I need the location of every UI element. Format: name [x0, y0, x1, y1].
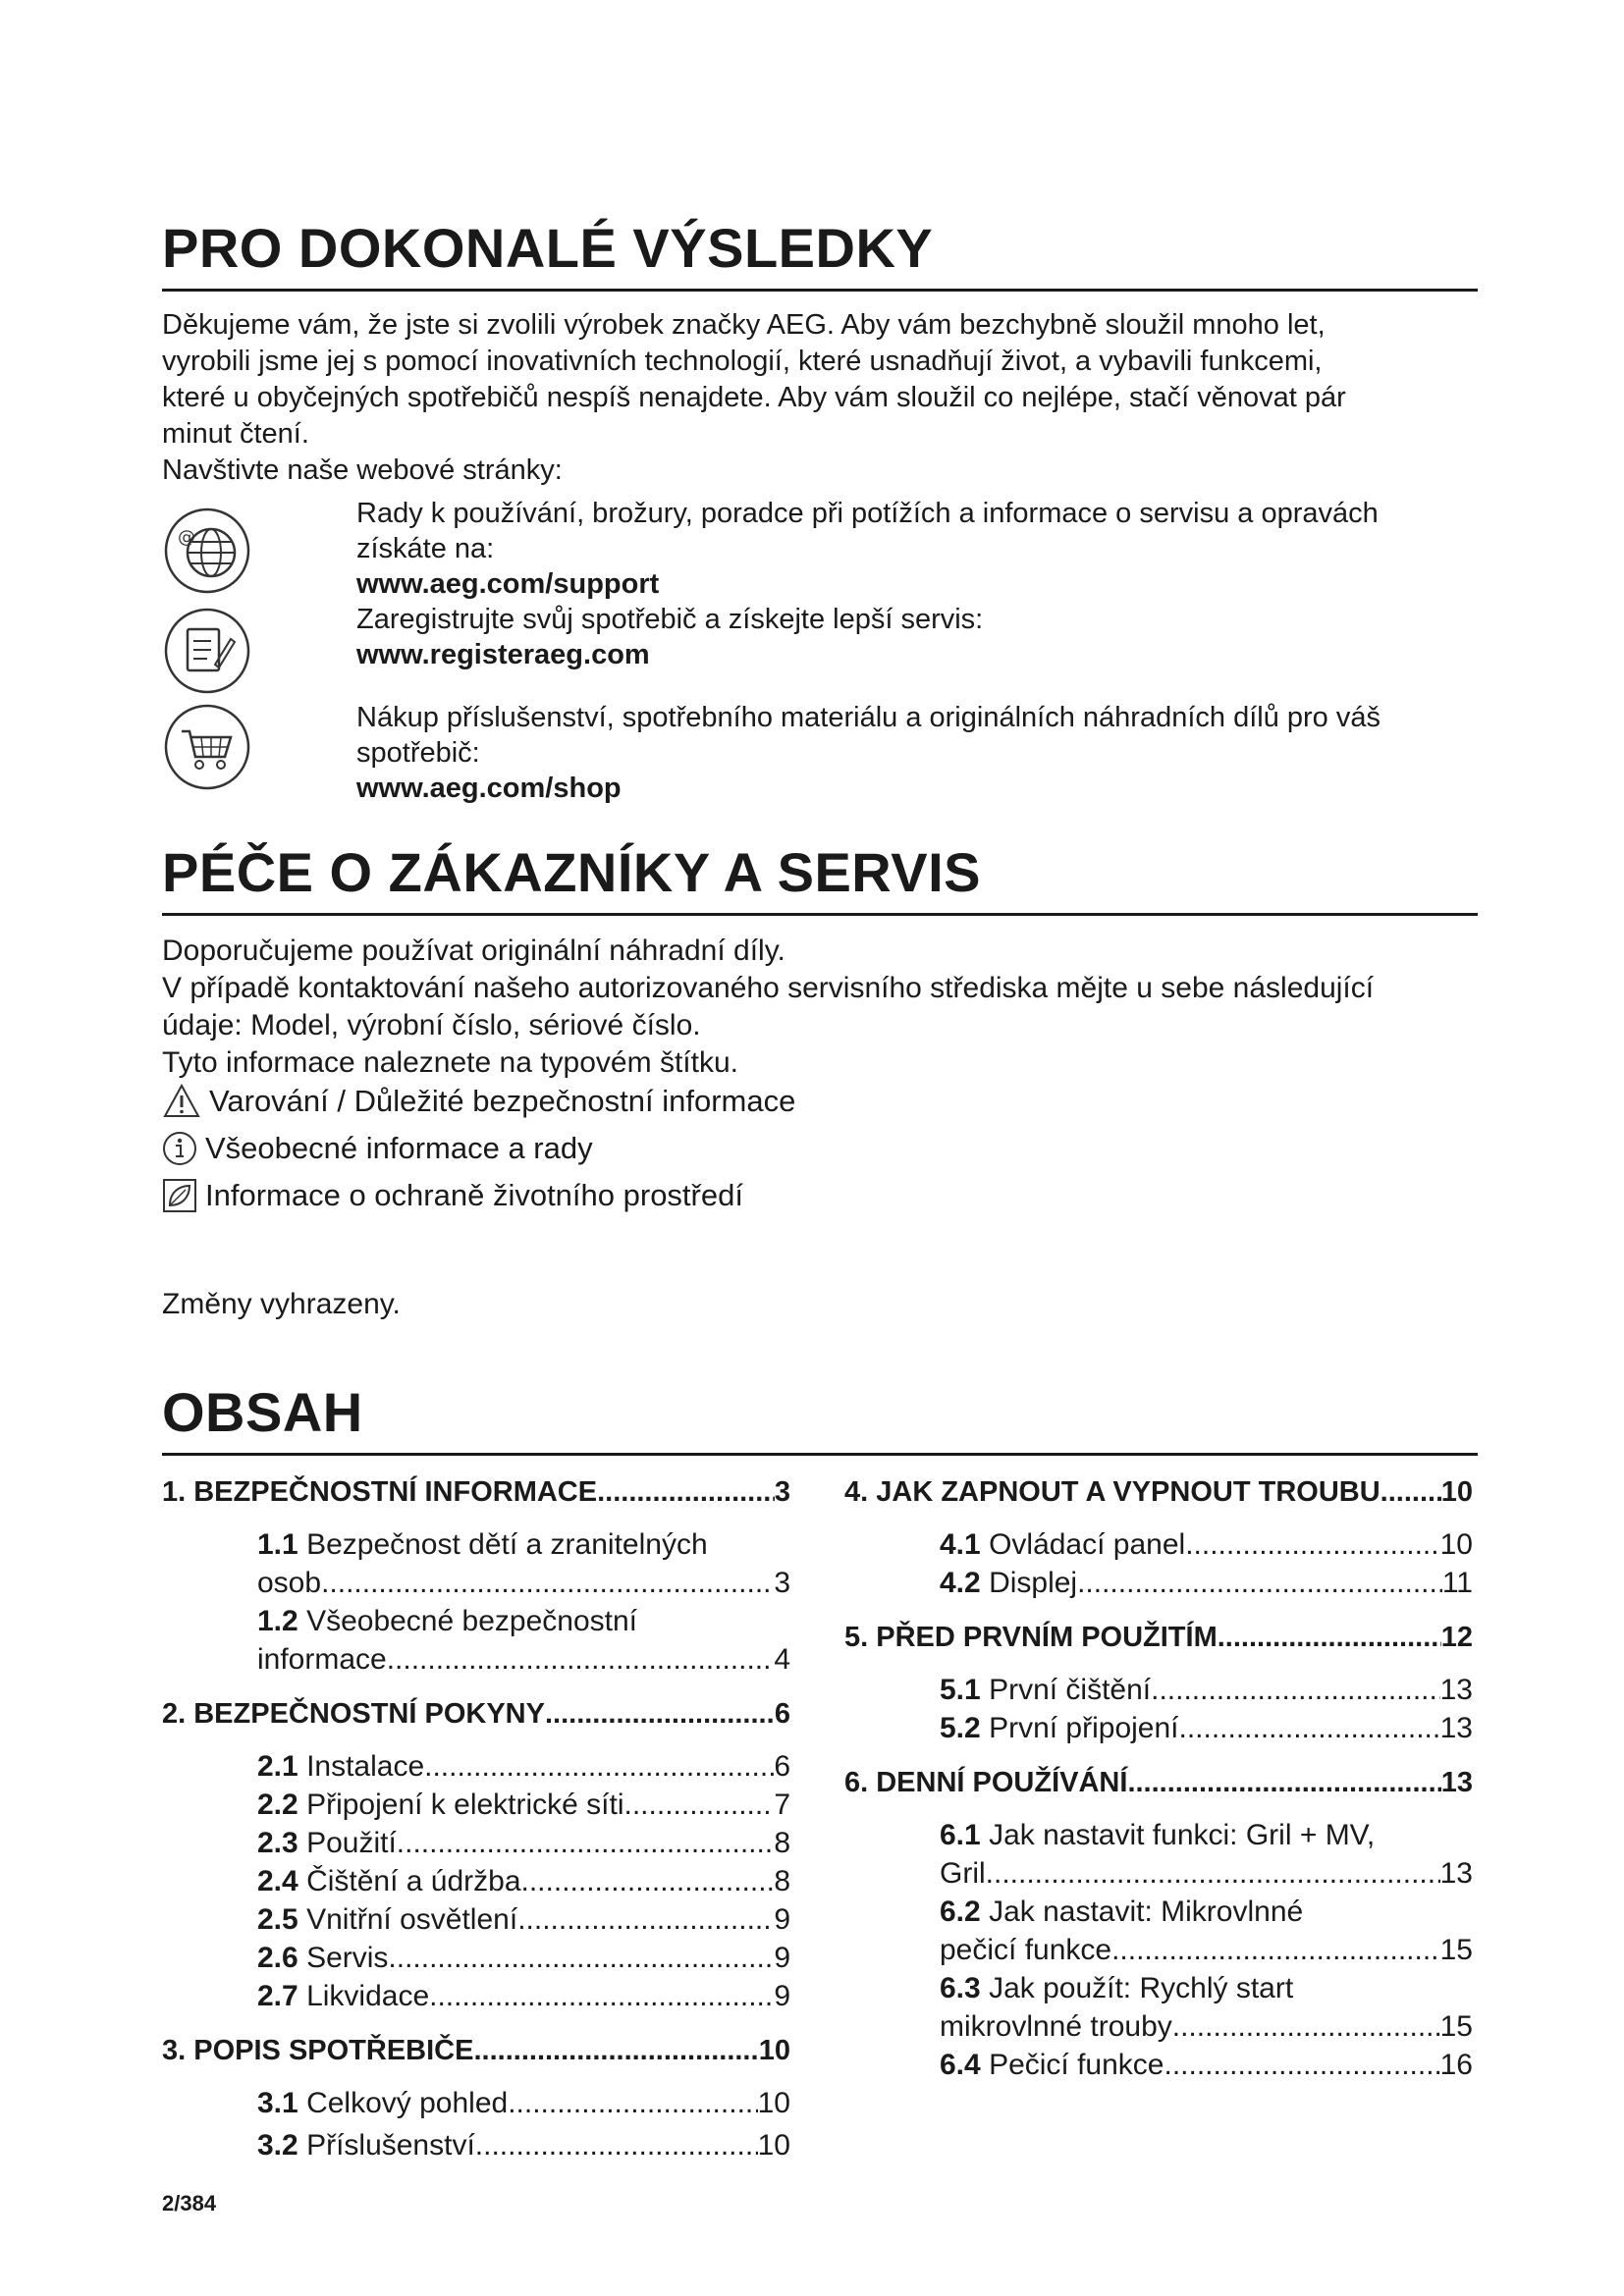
shop-text-line: Nákup příslušenství, spotřebního materiálu a originálních náhradních dílů pro váš: [356, 702, 1380, 733]
toc-chapter-1[interactable]: 1. BEZPEČNOSTNÍ INFORMACE ..... 3: [162, 1472, 790, 1512]
legend-warning: [162, 1082, 795, 1121]
shop-text-line: spotřebič:: [356, 737, 480, 769]
results-heading: PRO DOKONALÉ VÝSLEDKY: [162, 218, 1478, 292]
care-paragraph: [162, 933, 1478, 1082]
toc-entry-6-2[interactable]: 6.2 Jak nastavit: Mikrovlnné pečicí funkce ..... 15: [844, 1893, 1473, 1969]
toc-entry-5-2[interactable]: 5.2 První připojení ..... 13: [844, 1709, 1473, 1747]
visit-label: Navštivte naše webové stránky:: [162, 454, 563, 486]
toc-entry-2-3[interactable]: 2.3 Použití ..... 8: [162, 1824, 790, 1862]
legend-info: [162, 1129, 593, 1168]
toc-entry-2-1[interactable]: 2.1 Instalace ..... 6: [162, 1747, 790, 1786]
toc-entry-6-4[interactable]: 6.4 Pečicí funkce ..... 16: [844, 2046, 1473, 2084]
page-number: 2/384: [162, 2191, 217, 2216]
toc-entry-2-2[interactable]: 2.2 Připojení k elektrické síti ..... 7: [162, 1786, 790, 1824]
register-icon: [162, 606, 252, 696]
svg-text:@: @: [178, 527, 195, 548]
warning-icon: [162, 1083, 201, 1120]
globe-icon: [162, 506, 252, 596]
legend-environment-text: Informace o ochraně životního prostředí: [205, 1178, 743, 1212]
toc-entry-4-1[interactable]: 4.1 Ovládací panel ..... 10: [844, 1525, 1473, 1564]
toc-chapter-6[interactable]: 6. DENNÍ POUŽÍVÁNÍ ..... 13: [844, 1763, 1473, 1802]
toc-entry-1-2[interactable]: 1.2 Všeobecné bezpečnostní informace ..... 4: [162, 1602, 790, 1679]
toc-entry-1-1[interactable]: 1.1 Bezpečnost dětí a zranitelných osob ..... 3: [162, 1525, 790, 1602]
legend-environment: [162, 1176, 743, 1215]
toc-heading: OBSAH: [162, 1382, 1478, 1456]
toc-right-column: [844, 1472, 1473, 2084]
changes-note: Změny vyhrazeny.: [162, 1288, 401, 1320]
intro-paragraph: [162, 307, 1478, 489]
shop-url-link[interactable]: www.aeg.com/shop: [356, 773, 622, 804]
toc-chapter-2[interactable]: 2. BEZPEČNOSTNÍ POKYNY ..... 6: [162, 1694, 790, 1734]
legend-info-text: Všeobecné informace a rady: [205, 1131, 593, 1165]
support-text-line: Rady k používání, brožury, poradce při potížích a informace o servisu a opravách: [356, 498, 1379, 529]
toc-entry-2-7[interactable]: 2.7 Likvidace ..... 9: [162, 1977, 790, 2015]
register-text-line: Zaregistrujte svůj spotřebič a získejte lepší servis:: [356, 604, 984, 635]
toc-chapter-5[interactable]: 5. PŘED PRVNÍM POUŽITÍM ..... 12: [844, 1618, 1473, 1657]
toc-entry-2-4[interactable]: 2.4 Čištění a údržba ..... 8: [162, 1862, 790, 1900]
care-line: Doporučujeme používat originální náhradní díly.: [162, 934, 785, 967]
care-heading: PÉČE O ZÁKAZNÍKY A SERVIS: [162, 842, 1478, 916]
toc-chapter-3[interactable]: 3. POPIS SPOTŘEBIČE ..... 10: [162, 2031, 790, 2070]
register-url-link[interactable]: www.registeraeg.com: [356, 639, 650, 670]
toc-entry-2-6[interactable]: 2.6 Servis ..... 9: [162, 1939, 790, 1977]
toc-chapter-4[interactable]: 4. JAK ZAPNOUT A VYPNOUT TROUBU ..... 10: [844, 1472, 1473, 1512]
support-url-link[interactable]: www.aeg.com/support: [356, 568, 660, 600]
environment-icon: [162, 1178, 197, 1213]
toc-entry-6-1[interactable]: 6.1 Jak nastavit funkci: Gril + MV, Gril ..... 13: [844, 1816, 1473, 1893]
toc-entry-5-1[interactable]: 5.1 První čištění ..... 13: [844, 1671, 1473, 1709]
toc-entry-3-2[interactable]: 3.2 Příslušenství ..... 10: [162, 2126, 790, 2164]
support-text-line: získáte na:: [356, 533, 495, 564]
care-line: Tyto informace naleznete na typovém štítku.: [162, 1046, 738, 1079]
care-line: V případě kontaktování našeho autorizovaného servisního střediska mějte u sebe následující: [162, 972, 1375, 1004]
intro-line: minut čtení.: [162, 418, 309, 450]
info-icon: [162, 1131, 197, 1166]
legend-warning-text: Varování / Důležité bezpečnostní informace: [209, 1084, 796, 1118]
toc-entry-4-2[interactable]: 4.2 Displej ..... 11: [844, 1564, 1473, 1602]
toc-entry-6-3[interactable]: 6.3 Jak použít: Rychlý start mikrovlnné trouby ..... 15: [844, 1969, 1473, 2046]
toc-entry-2-5[interactable]: 2.5 Vnitřní osvětlení ..... 9: [162, 1900, 790, 1939]
cart-icon: [162, 702, 252, 792]
intro-line: Děkujeme vám, že jste si zvolili výrobek značky AEG. Aby vám bezchybně sloužil mnoho let,: [162, 309, 1326, 341]
toc-entry-3-1[interactable]: 3.1 Celkový pohled ..... 10: [162, 2084, 790, 2122]
intro-line: které u obyčejných spotřebičů nespíš nenajdete. Aby vám sloužil co nejlépe, stačí věnovat pár: [162, 382, 1346, 413]
intro-line: vyrobili jsme jej s pomocí inovativních technologií, které usnadňují život, a vybavili funkcemi,: [162, 346, 1323, 377]
care-line: údaje: Model, výrobní číslo, sériové číslo.: [162, 1009, 701, 1041]
toc-left-column: [162, 1472, 790, 2164]
